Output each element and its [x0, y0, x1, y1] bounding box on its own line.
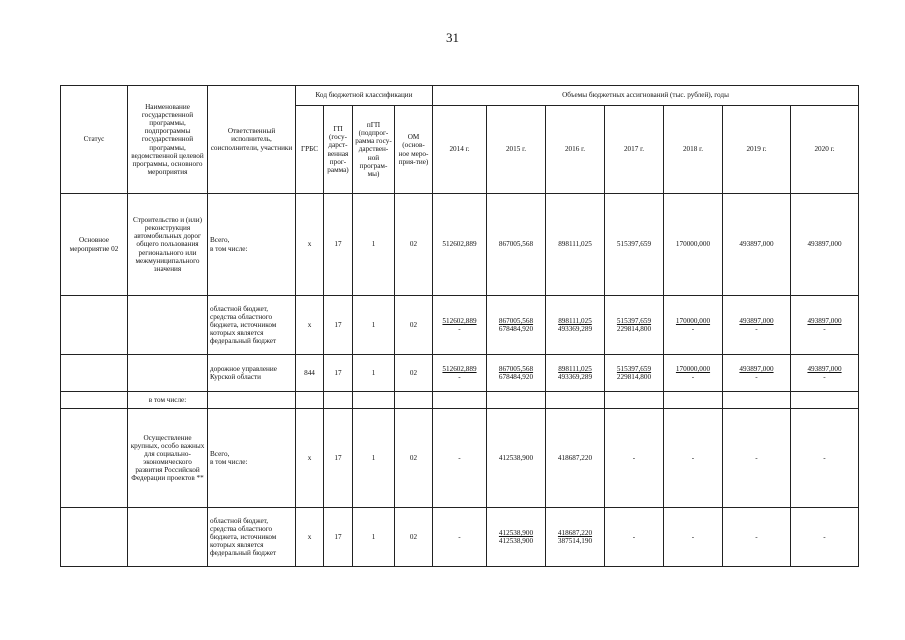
value-line: 229814,800	[616, 373, 652, 381]
header-grbs: ГРБС	[296, 106, 324, 194]
value-line: 515397,659	[616, 364, 652, 373]
executor-cell: Всего, в том числе:	[208, 194, 296, 296]
empty-cell	[433, 392, 487, 409]
value-line: 170000,000	[675, 364, 711, 373]
value-cell	[791, 194, 859, 296]
value-line: -	[823, 373, 826, 381]
value-cell	[664, 409, 723, 508]
value-line: -	[755, 325, 758, 333]
header-om: ОМ (основ-ное меро-прия-тие)	[395, 106, 433, 194]
empty-cell	[208, 392, 296, 409]
empty-cell	[605, 392, 664, 409]
value-cell	[605, 355, 664, 392]
value-cell	[605, 409, 664, 508]
value-line: -	[632, 453, 636, 462]
empty-cell	[353, 392, 395, 409]
status-cell	[61, 355, 128, 392]
name-cell: Осуществление крупных, особо важных для социально-экономического развития Российской Федерации проектов **	[128, 409, 208, 508]
header-year: 2017 г.	[605, 106, 664, 194]
table-row	[61, 296, 859, 355]
header-year: 2018 г.	[664, 106, 723, 194]
header-year: 2016 г.	[546, 106, 605, 194]
name-cell	[128, 296, 208, 355]
value-cell	[791, 508, 859, 567]
status-cell: Основное мероприятие 02	[61, 194, 128, 296]
value-line: -	[458, 532, 461, 541]
grbs-cell: х	[296, 508, 324, 567]
pgp-cell: 1	[353, 194, 395, 296]
gp-cell: 17	[324, 194, 353, 296]
value-cell	[723, 296, 791, 355]
value-line: 412538,900	[498, 537, 534, 545]
value-cell	[433, 508, 487, 567]
gp-cell: 17	[324, 409, 353, 508]
value-line: -	[458, 373, 461, 381]
empty-cell	[546, 392, 605, 409]
value-line: 412538,900	[498, 528, 534, 537]
name-cell	[128, 508, 208, 567]
value-line: 418687,220	[557, 528, 593, 537]
value-line: -	[458, 453, 461, 462]
value-cell	[605, 296, 664, 355]
value-line: 867005,568	[498, 364, 534, 373]
value-cell	[433, 296, 487, 355]
value-line: 412538,900	[498, 453, 534, 462]
table-row	[61, 409, 859, 508]
header-year: 2020 г.	[791, 106, 859, 194]
value-line: -	[823, 532, 826, 541]
om-cell: 02	[395, 409, 433, 508]
value-cell	[546, 296, 605, 355]
status-cell	[61, 508, 128, 567]
value-cell	[723, 508, 791, 567]
value-line: -	[755, 532, 758, 541]
value-cell	[487, 508, 546, 567]
table-row	[61, 392, 859, 409]
value-line: 515397,659	[616, 316, 652, 325]
value-line: 512602,889	[442, 240, 477, 249]
value-cell	[487, 355, 546, 392]
value-line: -	[755, 373, 758, 381]
om-cell: 02	[395, 355, 433, 392]
budget-allocation-table	[60, 85, 859, 567]
empty-cell	[487, 392, 546, 409]
value-line: 678484,920	[498, 325, 534, 333]
value-line: 898111,025	[558, 364, 592, 373]
empty-cell	[324, 392, 353, 409]
value-line: 170000,000	[675, 240, 711, 249]
value-cell	[605, 508, 664, 567]
value-line: -	[691, 373, 695, 381]
grbs-cell: х	[296, 194, 324, 296]
status-cell	[61, 392, 128, 409]
pgp-cell: 1	[353, 296, 395, 355]
status-cell	[61, 409, 128, 508]
value-line: 493897,000	[739, 240, 774, 249]
value-cell	[664, 296, 723, 355]
table-row	[61, 508, 859, 567]
empty-cell	[395, 392, 433, 409]
value-line: -	[691, 453, 695, 462]
header-budget-volumes: Объемы бюджетных ассигнований (тыс. рублей), годы	[433, 86, 859, 106]
grbs-cell: х	[296, 409, 324, 508]
header-gp: ГП (госу-дарст-венная прог-рамма)	[324, 106, 353, 194]
value-cell	[723, 194, 791, 296]
gp-cell: 17	[324, 508, 353, 567]
value-line: 512602,889	[442, 364, 477, 373]
note-cell: в том числе:	[128, 392, 208, 409]
value-cell	[546, 409, 605, 508]
header-budget-code: Код бюджетной классификации	[296, 86, 433, 106]
header-year: 2019 г.	[723, 106, 791, 194]
value-cell	[433, 194, 487, 296]
page-number: 31	[446, 30, 459, 45]
value-line: 512602,889	[442, 316, 477, 325]
value-line: -	[691, 325, 695, 333]
executor-cell: Всего, в том числе:	[208, 409, 296, 508]
pgp-cell: 1	[353, 355, 395, 392]
pgp-cell: 1	[353, 508, 395, 567]
header-status: Статус	[61, 86, 128, 194]
om-cell: 02	[395, 194, 433, 296]
executor-cell: областной бюджет, средства областного бюджета, источником которых является федеральный бюджет	[208, 296, 296, 355]
gp-cell: 17	[324, 296, 353, 355]
pgp-cell: 1	[353, 409, 395, 508]
value-line: 493897,000	[807, 364, 842, 373]
value-cell	[605, 194, 664, 296]
empty-cell	[791, 392, 859, 409]
om-cell: 02	[395, 508, 433, 567]
value-cell	[791, 296, 859, 355]
header-executor: Ответственный исполнитель, соисполнители, участники	[208, 86, 296, 194]
header-name: Наименование государственной программы, подпрограммы государственной программы, ведомственной целевой программы, основного мероприятия	[128, 86, 208, 194]
value-line: -	[823, 325, 826, 333]
grbs-cell: х	[296, 296, 324, 355]
name-cell	[128, 355, 208, 392]
value-cell	[664, 508, 723, 567]
table-row	[61, 355, 859, 392]
value-line: 515397,659	[616, 240, 652, 249]
value-cell	[487, 296, 546, 355]
value-line: 867005,568	[498, 240, 534, 249]
value-line: 493369,289	[557, 325, 593, 333]
value-line: 170000,000	[675, 316, 711, 325]
status-cell	[61, 296, 128, 355]
value-cell	[487, 409, 546, 508]
value-line: -	[755, 453, 758, 462]
gp-cell: 17	[324, 355, 353, 392]
table-row	[61, 194, 859, 296]
value-line: -	[458, 325, 461, 333]
value-cell	[546, 355, 605, 392]
value-line: 229814,800	[616, 325, 652, 333]
header-year: 2015 г.	[487, 106, 546, 194]
value-line: 493369,289	[557, 373, 593, 381]
name-cell: Строительство и (или) реконструкция автомобильных дорог общего пользования регионального или межмуниципального значения	[128, 194, 208, 296]
value-cell	[723, 355, 791, 392]
value-line: -	[632, 532, 636, 541]
value-line: 898111,025	[558, 316, 592, 325]
empty-cell	[296, 392, 324, 409]
empty-cell	[664, 392, 723, 409]
value-line: 493897,000	[807, 316, 842, 325]
value-line: 418687,220	[557, 453, 593, 462]
value-cell	[791, 355, 859, 392]
executor-cell: дорожное управление Курской области	[208, 355, 296, 392]
value-cell	[487, 194, 546, 296]
om-cell: 02	[395, 296, 433, 355]
value-line: -	[691, 532, 695, 541]
value-cell	[664, 194, 723, 296]
value-line: 493897,000	[739, 364, 774, 373]
value-cell	[723, 409, 791, 508]
value-line: 867005,568	[498, 316, 534, 325]
header-pgp: пГП (подпрог-рамма госу-дарствен-ной програм-мы)	[353, 106, 395, 194]
value-line: 678484,920	[498, 373, 534, 381]
value-line: 898111,025	[558, 240, 592, 249]
table-body	[61, 194, 859, 567]
value-cell	[546, 508, 605, 567]
value-cell	[546, 194, 605, 296]
grbs-cell: 844	[296, 355, 324, 392]
empty-cell	[723, 392, 791, 409]
header-row-top	[61, 86, 859, 106]
executor-cell: областной бюджет, средства областного бюджета, источником которых является федеральный бюджет	[208, 508, 296, 567]
value-line: 493897,000	[739, 316, 774, 325]
value-cell	[791, 409, 859, 508]
value-line: -	[823, 453, 826, 462]
value-line: 387514,190	[557, 537, 593, 545]
value-cell	[664, 355, 723, 392]
value-cell	[433, 409, 487, 508]
value-line: 493897,000	[807, 240, 842, 249]
header-year: 2014 г.	[433, 106, 487, 194]
value-cell	[433, 355, 487, 392]
